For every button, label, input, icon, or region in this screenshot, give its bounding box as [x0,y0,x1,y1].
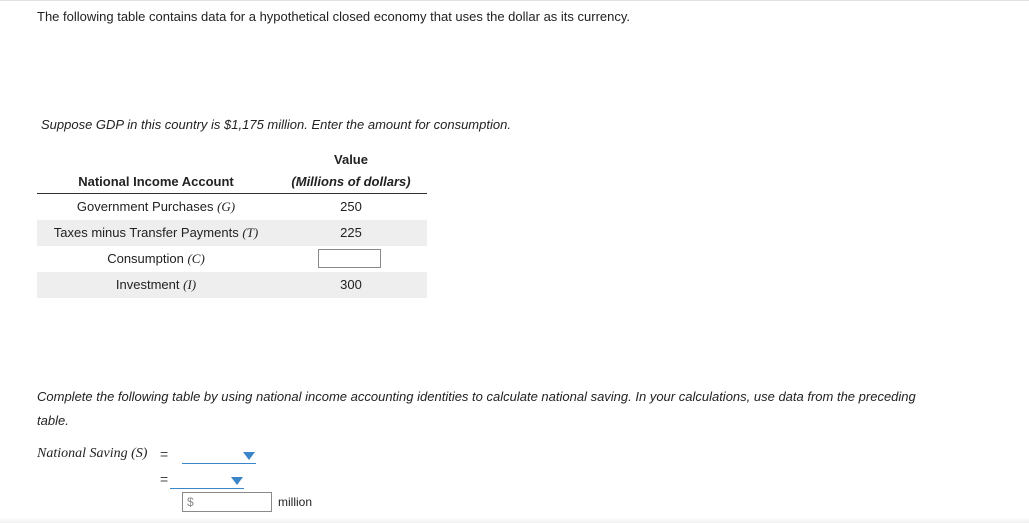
national-income-table [37,150,427,298]
row-label-text: Government Purchases [76,199,214,214]
row-variable: (I) [183,277,197,292]
table-row-government-purchases [37,194,427,220]
row-value: 300 [340,277,362,292]
row-variable: (G) [217,199,236,214]
saving-formula-values-dropdown[interactable] [170,472,244,489]
row-label-text: Consumption [107,251,184,266]
saving-formula-dropdown[interactable] [182,447,256,464]
question-national-saving-prompt: Complete the following table by using national income accounting identities to calculate national saving. In your calculations, use data from the preceding table. [37,389,916,428]
equals-sign: = [160,471,169,487]
table-row-consumption [37,246,427,272]
national-saving-amount-input[interactable] [182,492,272,512]
row-variable: (T) [242,225,259,240]
amount-unit: million [278,495,313,509]
row-label-text: Taxes minus Transfer Payments [53,225,239,240]
top-divider [0,0,1029,1]
row-value: 250 [340,199,362,214]
row-value: 225 [340,225,362,240]
question-consumption-prompt: Suppose GDP in this country is $1,175 million. Enter the amount for consumption. [41,117,511,132]
header-value-unit: (Millions of dollars) [291,174,411,189]
chevron-down-icon[interactable] [231,477,243,485]
row-label [37,246,275,272]
equals-sign: = [160,446,169,462]
currency-symbol: $ [187,495,194,509]
row-variable: (C) [187,251,205,266]
row-label [37,220,275,246]
consumption-input[interactable] [318,249,381,268]
header-value: Value [334,152,368,167]
table-row-taxes [37,220,427,246]
row-label [37,194,275,220]
table-header [37,150,427,194]
bottom-edge [0,517,1029,523]
row-label [37,272,275,298]
row-label-text: Investment [115,277,180,292]
chevron-down-icon[interactable] [243,452,255,460]
header-account: National Income Account [78,174,234,189]
intro-text: The following table contains data for a hypothetical closed economy that uses the dollar as its currency. [37,9,631,24]
table-row-investment [37,272,427,298]
national-saving-label: National Saving (S) [37,446,148,461]
